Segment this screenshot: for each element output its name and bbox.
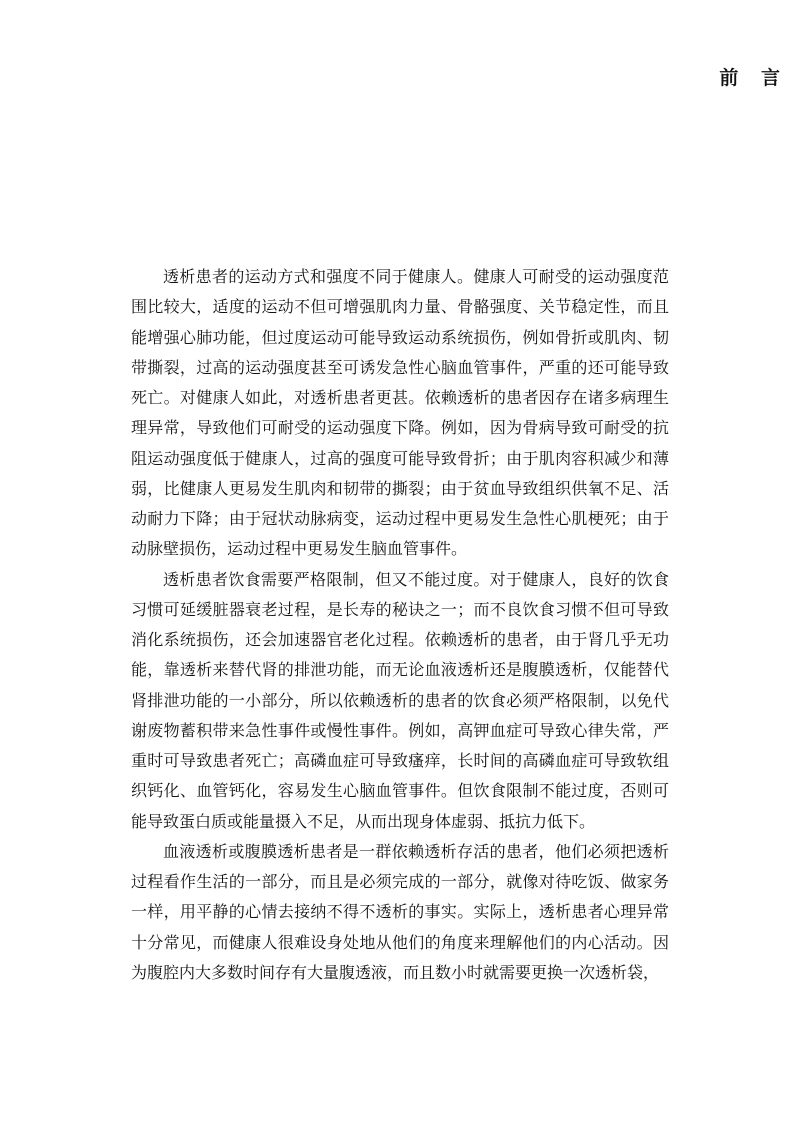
paragraph: 血液透析或腹膜透析患者是一群依赖透析存活的患者，他们必须把透析过程看作生活的一部分，而且是必须完成的一部分，就像对待吃饭、做家务一样，用平静的心情去接纳不得不透析的事实。实际上，透析患者心理异常十分常见，而健康人很难设身处地从他们的角度来理解他们的内心活动。因为腹腔内大多数时间存有大量腹透液，而且数小时就需要更换一次透析袋，	[131, 841, 669, 982]
paragraph: 透析患者的运动方式和强度不同于健康人。健康人可耐受的运动强度范围比较大，适度的运动不但可增强肌肉力量、骨骼强度、关节稳定性，而且能增强心肺功能，但过度运动可能导致运动系统损伤，例如骨折或肌肉、韧带撕裂，过高的运动强度甚至可诱发急性心脑血管事件，严重的还可能导致死亡。对健康人如此，对透析患者更甚。依赖透析的患者因存在诸多病理生理异常，导致他们可耐受的运动强度下降。例如，因为骨病导致可耐受的抗阻运动强度低于健康人，过高的强度可能导致骨折；由于肌肉容积减少和薄弱，比健康人更易发生肌肉和韧带的撕裂；由于贫血导致组织供氧不足、活动耐力下降；由于冠状动脉病变，运动过程中更易发生急性心肌梗死；由于动脉壁损伤，运动过程中更易发生脑血管事件。	[131, 267, 669, 559]
body-text	[131, 262, 669, 988]
page-title: 前 言	[719, 67, 788, 89]
paragraph: 透析患者饮食需要严格限制，但又不能过度。对于健康人，良好的饮食习惯可延缓脏器衰老过程，是长寿的秘诀之一；而不良饮食习惯不但可导致消化系统损伤，还会加速器官老化过程。依赖透析的患者，由于肾几乎无功能，靠透析来替代肾的排泄功能，而无论血液透析还是腹膜透析，仅能替代肾排泄功能的一小部分，所以依赖透析的患者的饮食必须严格限制，以免代谢废物蓄积带来急性事件或慢性事件。例如，高钾血症可导致心律失常，严重时可导致患者死亡；高磷血症可导致瘙痒，长时间的高磷血症可导致软组织钙化、血管钙化，容易发生心脑血管事件。但饮食限制不能过度，否则可能导致蛋白质或能量摄入不足，从而出现身体虚弱、抵抗力低下。	[131, 569, 669, 831]
